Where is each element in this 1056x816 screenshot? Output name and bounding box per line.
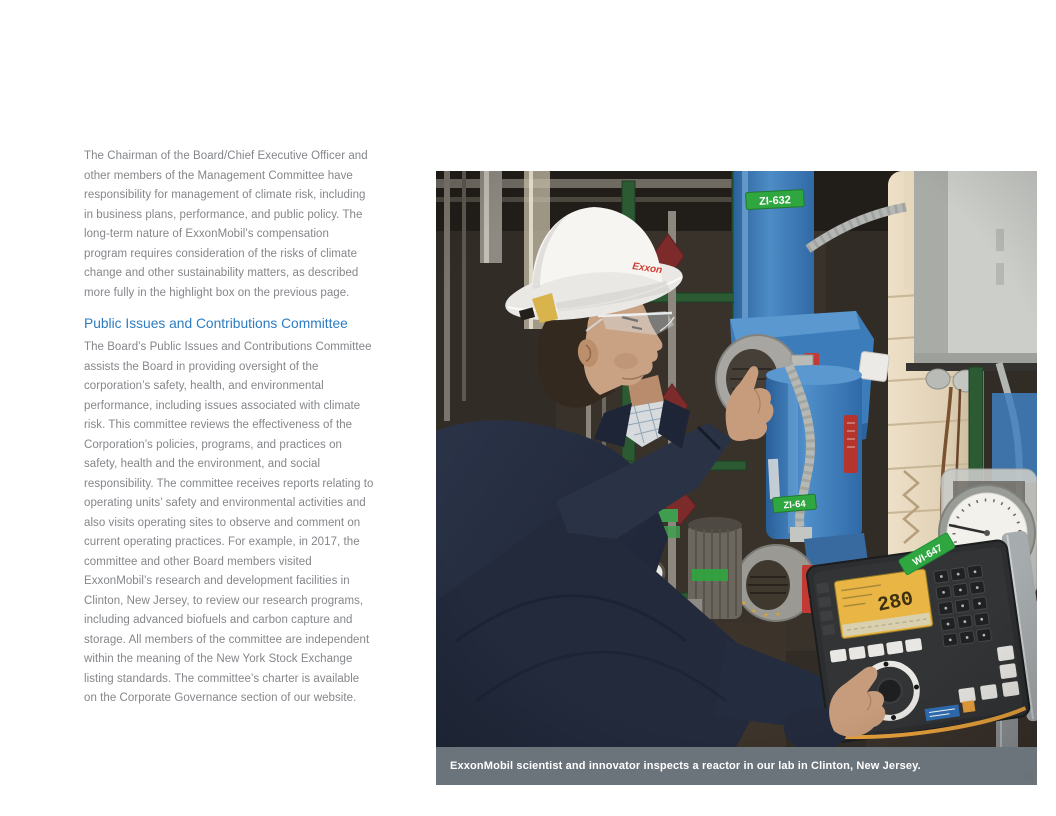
- section-paragraph: The Board’s Public Issues and Contributions Committee assists the Board in providing oversight of the corporation’s safety, health, and environmental performance, including issues associated with climate risk. This committee reviews the effectiveness of the Corporation’s policies, programs, and practices on safety, health and the environment, and social responsibility. The committee receives reports relating to operating units’ safety and environmental activities and also visits operating sites to observe and comment on current operating practices. For example, in 2017, the committee and other Board members visited ExxonMobil’s research and development facilities in Clinton, New Jersey, to review our research programs, including advanced biofuels and carbon capture and storage. All members of the committee are independent within the meaning of the New York Stock Exchange listing standards. The committee’s charter is available on the Corporate Governance section of our website.: [84, 341, 374, 704]
- photo-caption-bar: [436, 747, 1037, 785]
- intro-paragraph: The Chairman of the Board/Chief Executive Officer and other members of the Management Committee have responsibility for management of climate risk, including in business plans, performance, and public policy. The long-term nature of ExxonMobil’s compensation program requires consideration of the risks of climate change and other sustainability matters, as described more fully in the highlight box on the previous page.: [84, 150, 368, 299]
- section-heading: Public Issues and Contributions Committee: [84, 316, 348, 331]
- lab-photo-figure: [436, 171, 1037, 785]
- photo-vignette: [436, 171, 1037, 747]
- lab-photo: [436, 171, 1037, 747]
- text-column: [84, 147, 374, 709]
- page-number: 23: [1021, 771, 1034, 783]
- photo-caption: ExxonMobil scientist and innovator inspects a reactor in our lab in Clinton, New Jersey.: [450, 760, 921, 772]
